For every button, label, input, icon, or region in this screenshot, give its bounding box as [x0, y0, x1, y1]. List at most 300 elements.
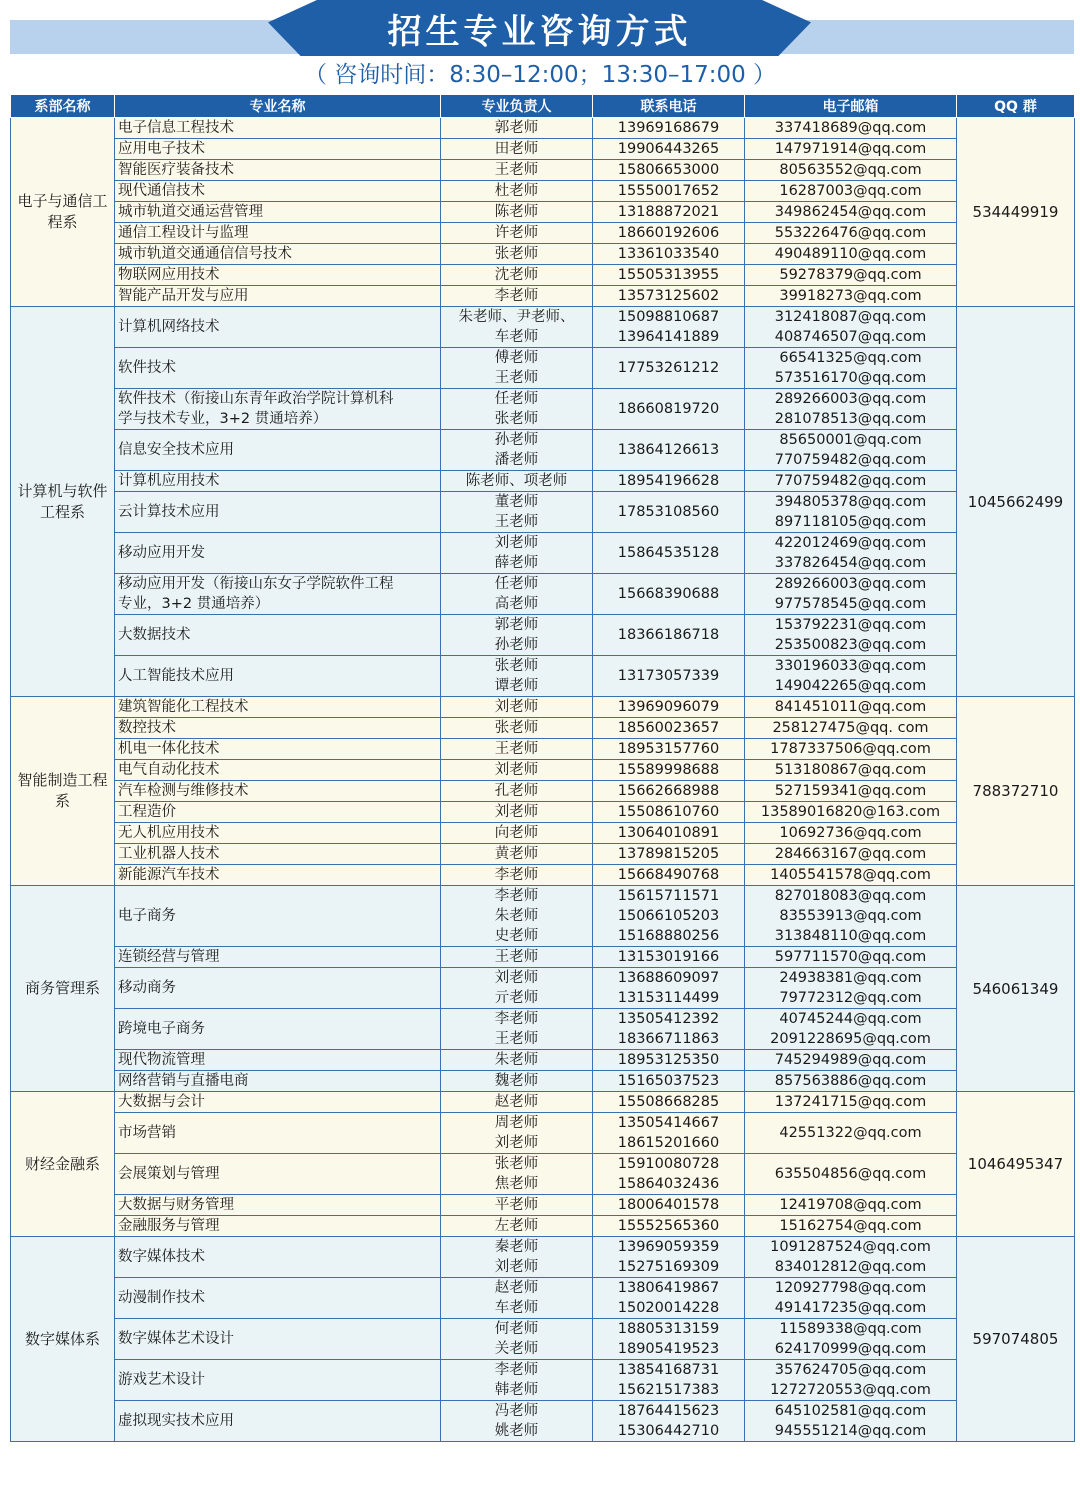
phone-cell-line: 13688609097 — [617, 970, 720, 986]
table-row — [11, 286, 1075, 307]
major-name-cell-line: 金融服务与管理 — [118, 1218, 220, 1234]
email-cell-line: 153792231@qq.com — [774, 617, 927, 633]
teacher-cell-line: 关老师 — [494, 1341, 539, 1357]
phone-cell — [593, 615, 745, 656]
teacher-cell — [441, 265, 593, 286]
phone-cell — [593, 1071, 745, 1092]
major-name-cell-line: 汽车检测与维修技术 — [118, 783, 249, 799]
email-cell-line: 39918273@qq.com — [779, 288, 922, 304]
teacher-cell-line: 李老师 — [494, 1362, 539, 1378]
teacher-cell — [441, 1401, 593, 1442]
major-name-cell — [115, 1278, 441, 1319]
email-cell-line: 147971914@qq.com — [774, 141, 927, 157]
email-cell — [745, 1154, 957, 1195]
major-name-cell-line: 云计算技术应用 — [118, 504, 220, 520]
major-name-cell — [115, 574, 441, 615]
phone-cell-line: 13153114499 — [617, 990, 720, 1006]
major-name-cell — [115, 844, 441, 865]
major-name-cell — [115, 947, 441, 968]
phone-cell — [593, 574, 745, 615]
major-name-cell — [115, 202, 441, 223]
phone-cell-line: 13505414667 — [617, 1115, 720, 1131]
major-name-cell — [115, 886, 441, 947]
qq-group-cell: 788372710 — [957, 697, 1075, 886]
teacher-cell — [441, 1319, 593, 1360]
email-cell-line: 313848110@qq.com — [774, 928, 927, 944]
email-cell-line: 1787337506@qq.com — [770, 741, 931, 757]
teacher-cell-line: 张老师 — [494, 658, 539, 674]
teacher-cell-line: 郭老师 — [494, 617, 539, 633]
email-cell-line: 258127475@qq. com — [772, 720, 929, 736]
teacher-cell-line: 刘老师 — [494, 1259, 539, 1275]
teacher-cell-line: 孙老师 — [494, 637, 539, 653]
teacher-cell-line: 朱老师、尹老师、 — [458, 309, 575, 325]
phone-cell-line: 18660819720 — [617, 401, 720, 417]
teacher-cell-line: 刘老师 — [494, 699, 539, 715]
major-name-cell-line: 连锁经营与管理 — [118, 949, 220, 965]
table-row — [11, 1050, 1075, 1071]
teacher-cell — [441, 1278, 593, 1319]
table-row — [11, 118, 1075, 139]
phone-cell — [593, 1009, 745, 1050]
teacher-cell — [441, 286, 593, 307]
email-cell-line: 573516170@qq.com — [774, 370, 927, 386]
email-cell-line: 745294989@qq.com — [774, 1052, 927, 1068]
phone-cell-line: 15275169309 — [617, 1259, 720, 1275]
qq-group-cell: 1045662499 — [957, 307, 1075, 697]
major-name-cell — [115, 1092, 441, 1113]
phone-cell — [593, 886, 745, 947]
major-name-cell-line: 大数据技术 — [118, 627, 191, 643]
header-phone: 联系电话 — [593, 95, 745, 118]
major-name-cell-line: 会展策划与管理 — [118, 1166, 220, 1182]
major-name-cell-line: 软件技术 — [118, 360, 176, 376]
table-row — [11, 718, 1075, 739]
teacher-cell — [441, 615, 593, 656]
email-cell-line: 10692736@qq.com — [779, 825, 922, 841]
teacher-cell-line: 潘老师 — [494, 452, 539, 468]
phone-cell-line: 13573125602 — [617, 288, 720, 304]
email-cell — [745, 307, 957, 348]
phone-cell-line: 15552565360 — [617, 1218, 720, 1234]
phone-cell-line: 17753261212 — [617, 360, 720, 376]
email-cell-line: 2091228695@qq.com — [770, 1031, 931, 1047]
major-name-cell — [115, 697, 441, 718]
table-row — [11, 1113, 1075, 1154]
major-name-cell — [115, 118, 441, 139]
email-cell-line: 40745244@qq.com — [779, 1011, 922, 1027]
teacher-cell — [441, 574, 593, 615]
major-name-cell — [115, 781, 441, 802]
table-row — [11, 181, 1075, 202]
email-cell — [745, 160, 957, 181]
phone-cell-line: 15662668988 — [617, 783, 720, 799]
email-cell-line: 553226476@qq.com — [774, 225, 927, 241]
table-row — [11, 697, 1075, 718]
email-cell-line: 66541325@qq.com — [779, 350, 922, 366]
teacher-cell — [441, 1237, 593, 1278]
table-row — [11, 886, 1075, 947]
phone-cell-line: 15066105203 — [617, 908, 720, 924]
email-cell-line: 15162754@qq.com — [779, 1218, 922, 1234]
teacher-cell-line: 张老师 — [494, 411, 539, 427]
major-name-cell-line: 虚拟现实技术应用 — [118, 1413, 234, 1429]
major-name-cell — [115, 223, 441, 244]
teacher-cell-line: 高老师 — [494, 596, 539, 612]
phone-cell-line: 18366186718 — [617, 627, 720, 643]
header-qq: QQ 群 — [957, 95, 1075, 118]
email-cell-line: 841451011@qq.com — [774, 699, 927, 715]
teacher-cell — [441, 1009, 593, 1050]
phone-cell — [593, 968, 745, 1009]
phone-cell-line: 15910080728 — [617, 1156, 720, 1172]
major-name-cell — [115, 1113, 441, 1154]
teacher-cell — [441, 244, 593, 265]
phone-cell-line: 15020014228 — [617, 1300, 720, 1316]
email-cell-line: 422012469@qq.com — [774, 535, 927, 551]
teacher-cell-line: 李老师 — [494, 1011, 539, 1027]
email-cell — [745, 656, 957, 697]
email-cell — [745, 802, 957, 823]
major-name-cell — [115, 1050, 441, 1071]
teacher-cell-line: 杜老师 — [494, 183, 539, 199]
phone-cell — [593, 739, 745, 760]
header-major: 专业名称 — [115, 95, 441, 118]
teacher-cell-line: 李老师 — [494, 288, 539, 304]
major-name-cell — [115, 1319, 441, 1360]
major-name-cell — [115, 615, 441, 656]
teacher-cell-line: 刘老师 — [494, 535, 539, 551]
teacher-cell-line: 赵老师 — [494, 1094, 539, 1110]
teacher-cell — [441, 1050, 593, 1071]
email-cell-line: 337418689@qq.com — [774, 120, 927, 136]
table-row — [11, 1216, 1075, 1237]
email-cell — [745, 348, 957, 389]
table-row — [11, 265, 1075, 286]
major-name-cell — [115, 389, 441, 430]
major-name-cell-line: 智能产品开发与应用 — [118, 288, 249, 304]
phone-cell-line: 17853108560 — [617, 504, 720, 520]
major-name-cell-line: 机电一体化技术 — [118, 741, 220, 757]
table-row — [11, 1278, 1075, 1319]
major-name-cell — [115, 244, 441, 265]
phone-cell — [593, 265, 745, 286]
table-body — [11, 118, 1075, 1442]
teacher-cell-line: 李老师 — [494, 867, 539, 883]
phone-cell-line: 18660192606 — [617, 225, 720, 241]
teacher-cell-line: 车老师 — [494, 1300, 539, 1316]
teacher-cell-line: 陈老师、项老师 — [465, 473, 568, 489]
phone-cell — [593, 244, 745, 265]
phone-cell-line: 18954196628 — [617, 473, 720, 489]
major-name-cell-line: 市场营销 — [118, 1125, 176, 1141]
email-cell-line: 1091287524@qq.com — [770, 1239, 931, 1255]
phone-cell-line: 15615711571 — [617, 888, 720, 904]
email-cell — [745, 947, 957, 968]
email-cell-line: 597711570@qq.com — [774, 949, 927, 965]
major-name-cell-line: 移动应用开发（衔接山东女子学院软件工程 — [118, 576, 394, 592]
major-name-cell-line: 无人机应用技术 — [118, 825, 220, 841]
teacher-cell — [441, 348, 593, 389]
major-name-cell-line: 专业，3+2 贯通培养） — [118, 596, 270, 612]
phone-cell — [593, 160, 745, 181]
email-cell — [745, 389, 957, 430]
email-cell-line: 349862454@qq.com — [774, 204, 927, 220]
teacher-cell — [441, 1154, 593, 1195]
teacher-cell-line: 史老师 — [494, 928, 539, 944]
table-row — [11, 1195, 1075, 1216]
email-cell-line: 827018083@qq.com — [774, 888, 927, 904]
phone-cell — [593, 865, 745, 886]
major-name-cell — [115, 307, 441, 348]
dept-name-cell: 电子与通信工程系 — [11, 118, 115, 307]
teacher-cell — [441, 1195, 593, 1216]
table-row — [11, 1092, 1075, 1113]
header-teacher: 专业负责人 — [441, 95, 593, 118]
major-name-cell — [115, 656, 441, 697]
phone-cell — [593, 947, 745, 968]
phone-cell-line: 13505412392 — [617, 1011, 720, 1027]
major-name-cell — [115, 286, 441, 307]
table-row — [11, 656, 1075, 697]
major-name-cell-line: 城市轨道交通运营管理 — [118, 204, 263, 220]
email-cell — [745, 223, 957, 244]
major-name-cell — [115, 1009, 441, 1050]
major-name-cell — [115, 265, 441, 286]
teacher-cell — [441, 718, 593, 739]
page-title: 招生专业咨询方式 — [387, 11, 692, 52]
email-cell — [745, 1401, 957, 1442]
teacher-cell-line: 周老师 — [494, 1115, 539, 1131]
email-cell — [745, 968, 957, 1009]
phone-cell-line: 15165037523 — [617, 1073, 720, 1089]
major-name-cell-line: 物联网应用技术 — [118, 267, 220, 283]
major-name-cell-line: 现代通信技术 — [118, 183, 205, 199]
table-row — [11, 139, 1075, 160]
email-cell — [745, 1216, 957, 1237]
major-name-cell — [115, 533, 441, 574]
major-name-cell — [115, 968, 441, 1009]
teacher-cell-line: 平老师 — [494, 1197, 539, 1213]
email-cell — [745, 471, 957, 492]
table-row — [11, 348, 1075, 389]
phone-cell-line: 13361033540 — [617, 246, 720, 262]
phone-cell-line: 15668390688 — [617, 586, 720, 602]
phone-cell — [593, 1050, 745, 1071]
email-cell — [745, 1092, 957, 1113]
teacher-cell — [441, 139, 593, 160]
email-cell — [745, 265, 957, 286]
email-cell-line: 85650001@qq.com — [779, 432, 922, 448]
teacher-cell-line: 王老师 — [494, 514, 539, 530]
major-name-cell — [115, 739, 441, 760]
major-name-cell-line: 城市轨道交通通信信号技术 — [118, 246, 292, 262]
email-cell — [745, 823, 957, 844]
table-row — [11, 202, 1075, 223]
major-name-cell-line: 工程造价 — [118, 804, 176, 820]
email-cell-line: 289266003@qq.com — [774, 576, 927, 592]
dept-name-cell: 计算机与软件工程系 — [11, 307, 115, 697]
phone-cell — [593, 389, 745, 430]
email-cell-line: 59278379@qq.com — [779, 267, 922, 283]
phone-cell — [593, 718, 745, 739]
phone-cell — [593, 1092, 745, 1113]
teacher-cell-line: 董老师 — [494, 494, 539, 510]
phone-cell-line: 13854168731 — [617, 1362, 720, 1378]
major-name-cell — [115, 1071, 441, 1092]
teacher-cell-line: 谭老师 — [494, 678, 539, 694]
teacher-cell — [441, 202, 593, 223]
major-name-cell — [115, 181, 441, 202]
email-cell-line: 281078513@qq.com — [774, 411, 927, 427]
teacher-cell-line: 任老师 — [494, 391, 539, 407]
email-cell — [745, 886, 957, 947]
phone-cell-line: 15550017652 — [617, 183, 720, 199]
major-name-cell-line: 动漫制作技术 — [118, 1290, 205, 1306]
major-name-cell — [115, 718, 441, 739]
teacher-cell-line: 魏老师 — [494, 1073, 539, 1089]
teacher-cell-line: 陈老师 — [494, 204, 539, 220]
phone-cell — [593, 139, 745, 160]
email-cell — [745, 181, 957, 202]
table-row — [11, 844, 1075, 865]
teacher-cell-line: 韩老师 — [494, 1382, 539, 1398]
email-cell — [745, 286, 957, 307]
email-cell — [745, 492, 957, 533]
teacher-cell — [441, 844, 593, 865]
email-cell-line: 357624705@qq.com — [774, 1362, 927, 1378]
email-cell — [745, 1195, 957, 1216]
email-cell — [745, 1319, 957, 1360]
teacher-cell-line: 田老师 — [494, 141, 539, 157]
table-row — [11, 1237, 1075, 1278]
phone-cell-line: 15864535128 — [617, 545, 720, 561]
phone-cell — [593, 844, 745, 865]
teacher-cell — [441, 307, 593, 348]
email-cell — [745, 760, 957, 781]
teacher-cell-line: 王老师 — [494, 370, 539, 386]
teacher-cell — [441, 1092, 593, 1113]
phone-cell-line: 13964141889 — [617, 329, 720, 345]
email-cell-line: 394805378@qq.com — [774, 494, 927, 510]
email-cell — [745, 1050, 957, 1071]
phone-cell — [593, 118, 745, 139]
table-row — [11, 492, 1075, 533]
phone-cell-line: 18805313159 — [617, 1321, 720, 1337]
phone-cell-line: 15621517383 — [617, 1382, 720, 1398]
table-row — [11, 1401, 1075, 1442]
teacher-cell-line: 任老师 — [494, 576, 539, 592]
email-cell — [745, 697, 957, 718]
major-name-cell-line: 电气自动化技术 — [118, 762, 220, 778]
table-row — [11, 739, 1075, 760]
major-name-cell — [115, 760, 441, 781]
table-row — [11, 1154, 1075, 1195]
teacher-cell — [441, 389, 593, 430]
email-cell-line: 80563552@qq.com — [779, 162, 922, 178]
teacher-cell — [441, 781, 593, 802]
major-name-cell-line: 建筑智能化工程技术 — [118, 699, 249, 715]
email-cell-line: 24938381@qq.com — [779, 970, 922, 986]
table-row — [11, 244, 1075, 265]
major-name-cell-line: 软件技术（衔接山东青年政治学院计算机科 — [118, 391, 394, 407]
major-name-cell-line: 计算机网络技术 — [118, 319, 220, 335]
email-cell — [745, 1360, 957, 1401]
header-dept: 系部名称 — [11, 95, 115, 118]
teacher-cell-line: 何老师 — [494, 1321, 539, 1337]
major-name-cell-line: 数控技术 — [118, 720, 176, 736]
phone-cell — [593, 1319, 745, 1360]
email-cell — [745, 1278, 957, 1319]
table-header-row — [11, 95, 1075, 118]
teacher-cell-line: 朱老师 — [494, 908, 539, 924]
email-cell-line: 83553913@qq.com — [779, 908, 922, 924]
teacher-cell-line: 张老师 — [494, 1156, 539, 1172]
phone-cell-line: 13969059359 — [617, 1239, 720, 1255]
teacher-cell-line: 孔老师 — [494, 783, 539, 799]
table-row — [11, 615, 1075, 656]
major-name-cell — [115, 348, 441, 389]
teacher-cell-line: 朱老师 — [494, 1052, 539, 1068]
major-name-cell-line: 大数据与会计 — [118, 1094, 205, 1110]
teacher-cell — [441, 471, 593, 492]
teacher-cell-line: 张老师 — [494, 720, 539, 736]
major-name-cell-line: 应用电子技术 — [118, 141, 205, 157]
major-name-cell — [115, 865, 441, 886]
consult-hours: （ 咨询时间：8:30–12:00；13:30–17:00 ） — [303, 62, 777, 88]
phone-cell-line: 15668490768 — [617, 867, 720, 883]
email-cell-line: 42551322@qq.com — [779, 1125, 922, 1141]
teacher-cell-line: 沈老师 — [494, 267, 539, 283]
email-cell-line: 120927798@qq.com — [774, 1280, 927, 1296]
phone-cell — [593, 492, 745, 533]
teacher-cell — [441, 533, 593, 574]
phone-cell — [593, 533, 745, 574]
email-cell-line: 770759482@qq.com — [774, 452, 927, 468]
email-cell-line: 137241715@qq.com — [774, 1094, 927, 1110]
email-cell — [745, 202, 957, 223]
phone-cell-line: 19906443265 — [617, 141, 720, 157]
phone-cell-line: 15589998688 — [617, 762, 720, 778]
major-name-cell-line: 智能医疗装备技术 — [118, 162, 234, 178]
teacher-cell-line: 孙老师 — [494, 432, 539, 448]
major-name-cell-line: 大数据与财务管理 — [118, 1197, 234, 1213]
table-row — [11, 947, 1075, 968]
phone-cell — [593, 823, 745, 844]
email-cell — [745, 1009, 957, 1050]
phone-cell-line: 15508610760 — [617, 804, 720, 820]
teacher-cell — [441, 430, 593, 471]
email-cell-line: 12419708@qq.com — [779, 1197, 922, 1213]
email-cell — [745, 430, 957, 471]
email-cell-line: 897118105@qq.com — [774, 514, 927, 530]
teacher-cell — [441, 968, 593, 1009]
email-cell-line: 312418087@qq.com — [774, 309, 927, 325]
phone-cell-line: 18560023657 — [617, 720, 720, 736]
email-cell-line: 491417235@qq.com — [774, 1300, 927, 1316]
phone-cell-line: 13806419867 — [617, 1280, 720, 1296]
teacher-cell-line: 郭老师 — [494, 120, 539, 136]
table-row — [11, 223, 1075, 244]
email-cell — [745, 718, 957, 739]
phone-cell — [593, 181, 745, 202]
qq-group-cell: 1046495347 — [957, 1092, 1075, 1237]
table-row — [11, 574, 1075, 615]
phone-cell-line: 18905419523 — [617, 1341, 720, 1357]
teacher-cell-line: 冯老师 — [494, 1403, 539, 1419]
email-cell — [745, 865, 957, 886]
teacher-cell-line: 薛老师 — [494, 555, 539, 571]
